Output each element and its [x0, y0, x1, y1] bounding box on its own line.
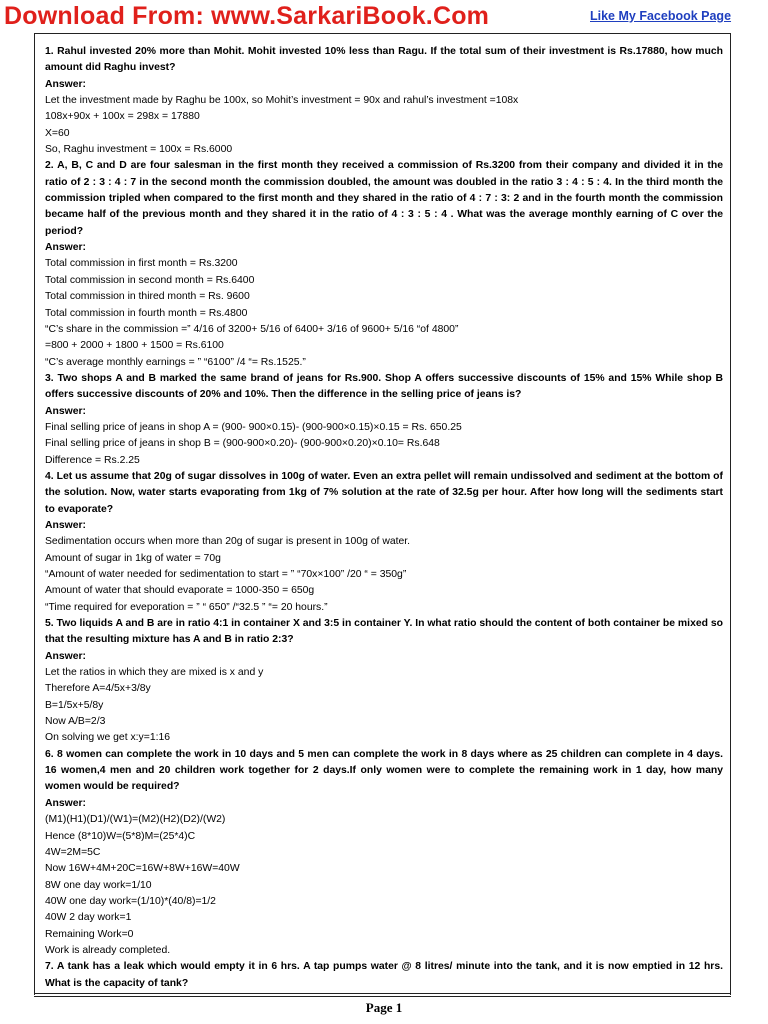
answer-line: Amount of sugar in 1kg of water = 70g — [45, 552, 221, 564]
answer-line: Let the investment made by Raghu be 100x, so Mohit’s investment = 90x and rahul’s investment =108x — [45, 95, 519, 107]
question-text: 6. 8 women can complete the work in 10 days and 5 men can complete the work in 8 days where as 25 children can complete in 4 days. 16 women,4 men and 20 children work together for 2 days.If only women were to complete the remaining work in 1 day, how many women would be required? — [45, 748, 723, 793]
answer-line: =800 + 2000 + 1800 + 1500 = Rs.6100 — [45, 340, 224, 352]
answer-line: So, Raghu investment = 100x = Rs.6000 — [45, 144, 233, 156]
question-block — [45, 747, 723, 959]
question-text: 1. Rahul invested 20% more than Mohit. Mohit invested 10% less than Ragu. If the total sum of their investment is Rs.17880, how much amount did Raghu invest? — [45, 46, 723, 74]
answer-line: 108x+90x + 100x = 298x = 17880 — [45, 111, 200, 123]
answer-line: Therefore A=4/5x+3/8y — [45, 683, 151, 695]
answer-label: Answer: — [45, 405, 86, 417]
answer-line: Total commission in thired month = Rs. 9600 — [45, 291, 250, 303]
question-block — [45, 371, 723, 469]
answer-line: “Amount of water needed for sedimentation to start = ” “70x×100” /20 “ = 350g” — [45, 569, 407, 580]
answer-line: 40W 2 day work=1 — [45, 912, 132, 924]
question-block — [45, 469, 723, 616]
question-text: 5. Two liquids A and B are in ratio 4:1 in container X and 3:5 in container Y. In what ratio should the content of both container be mixed so that the resulting mixture has A and B in ratio 2:3? — [45, 618, 723, 646]
answer-line: “Time required for eveporation = ” “ 650” /“32.5 ” “= 20 hours.” — [45, 601, 328, 613]
answer-line: Total commission in first month = Rs.3200 — [45, 258, 238, 270]
answer-label: Answer: — [45, 78, 86, 90]
answer-line: Now 16W+4M+20C=16W+8W+16W=40W — [45, 863, 240, 875]
question-text: 7. A tank has a leak which would empty it in 6 hrs. A tap pumps water @ 8 litres/ minute into the tank, and it is now emptied in 12 hrs. What is the capacity of tank? — [45, 961, 723, 989]
answer-line: Now A/B=2/3 — [45, 716, 106, 728]
answer-line: “C’s share in the commission =” 4/16 of 3200+ 5/16 of 6400+ 3/16 of 9600+ 5/16 “of 4800” — [45, 323, 459, 335]
answer-line: Amount of water that should evaporate = 1000-350 = 650g — [45, 585, 315, 597]
answer-label: Answer: — [45, 797, 86, 809]
question-block — [45, 616, 723, 747]
footer-divider-bottom — [34, 996, 731, 997]
answer-line: Total commission in fourth month = Rs.4800 — [45, 307, 248, 319]
answer-line: 40W one day work=(1/10)*(40/8)=1/2 — [45, 895, 216, 907]
question-text: 2. A, B, C and D are four salesman in the first month they received a commission of Rs.3200 from their company and divided it in the ratio of 2 : 3 : 4 : 7 in the second month the commission doubled, the amount was doubled in the ratio 3 : 4 : 5 : 4. In the third month the commission tripled when compared to the first month and they shared in the ratio of 4 : 7 : 3: 2 and in the fourth month the commission became half of the previous month and they shared it in the ratio of 4 : 3 : 5 : 4 . What was the average monthly earning of C over the period? — [45, 160, 723, 237]
facebook-page-link[interactable]: Like My Facebook Page — [590, 9, 732, 23]
answer-line: Final selling price of jeans in shop B = (900-900×0.20)- (900-900×0.20)×0.10= Rs.648 — [45, 438, 440, 450]
answer-line: Total commission in second month = Rs.6400 — [45, 274, 255, 286]
answer-line: B=1/5x+5/8y — [45, 699, 104, 711]
question-text: 3. Two shops A and B marked the same brand of jeans for Rs.900. Shop A offers successive discounts of 15% and 15% While shop B offers successive discounts of 20% and 10%. Then the difference in the selling price of jeans is? — [45, 372, 723, 401]
answer-label: Answer: — [45, 242, 86, 254]
question-block — [45, 44, 723, 158]
answer-line: On solving we get x:y=1:16 — [45, 732, 171, 744]
question-block — [45, 959, 723, 992]
answer-line: X=60 — [45, 127, 70, 139]
footer-divider-top — [34, 993, 731, 994]
document-body — [45, 44, 723, 992]
question-block — [45, 158, 723, 370]
question-text: 4. Let us assume that 20g of sugar dissolves in 100g of water. Even an extra pellet will remain undissolved and sediment at the bottom of the solution. Now, water starts evaporating from 1kg of 7% solution at the rate of 32.5g per hour. After how long will the sediments start to evaporate? — [45, 470, 723, 515]
answer-line: Let the ratios in which they are mixed is x and y — [45, 667, 264, 679]
answer-line: 8W one day work=1/10 — [45, 879, 152, 891]
site-title: Download From: www.SarkariBook.Com — [4, 2, 490, 30]
answer-line: Difference = Rs.2.25 — [45, 454, 140, 466]
answer-line: “C’s average monthly earnings = ” “6100” /4 “= Rs.1525.” — [45, 356, 306, 368]
answer-line: Sedimentation occurs when more than 20g of sugar is present in 100g of water. — [45, 536, 411, 548]
answer-line: 4W=2M=5C — [45, 846, 101, 858]
answer-label: Answer: — [45, 650, 86, 662]
answer-line: Final selling price of jeans in shop A = (900- 900×0.15)- (900-900×0.15)×0.15 = Rs. 650.25 — [45, 421, 462, 433]
page-number: Page 1 — [365, 1000, 403, 1015]
answer-line: (M1)(H1)(D1)/(W1)=(M2)(H2)(D2)/(W2) — [45, 814, 226, 826]
answer-line: Remaining Work=0 — [45, 928, 134, 940]
answer-label: Answer: — [45, 519, 86, 531]
answer-line: Hence (8*10)W=(5*8)M=(25*4)C — [45, 830, 196, 842]
answer-line: Work is already completed. — [45, 944, 171, 956]
